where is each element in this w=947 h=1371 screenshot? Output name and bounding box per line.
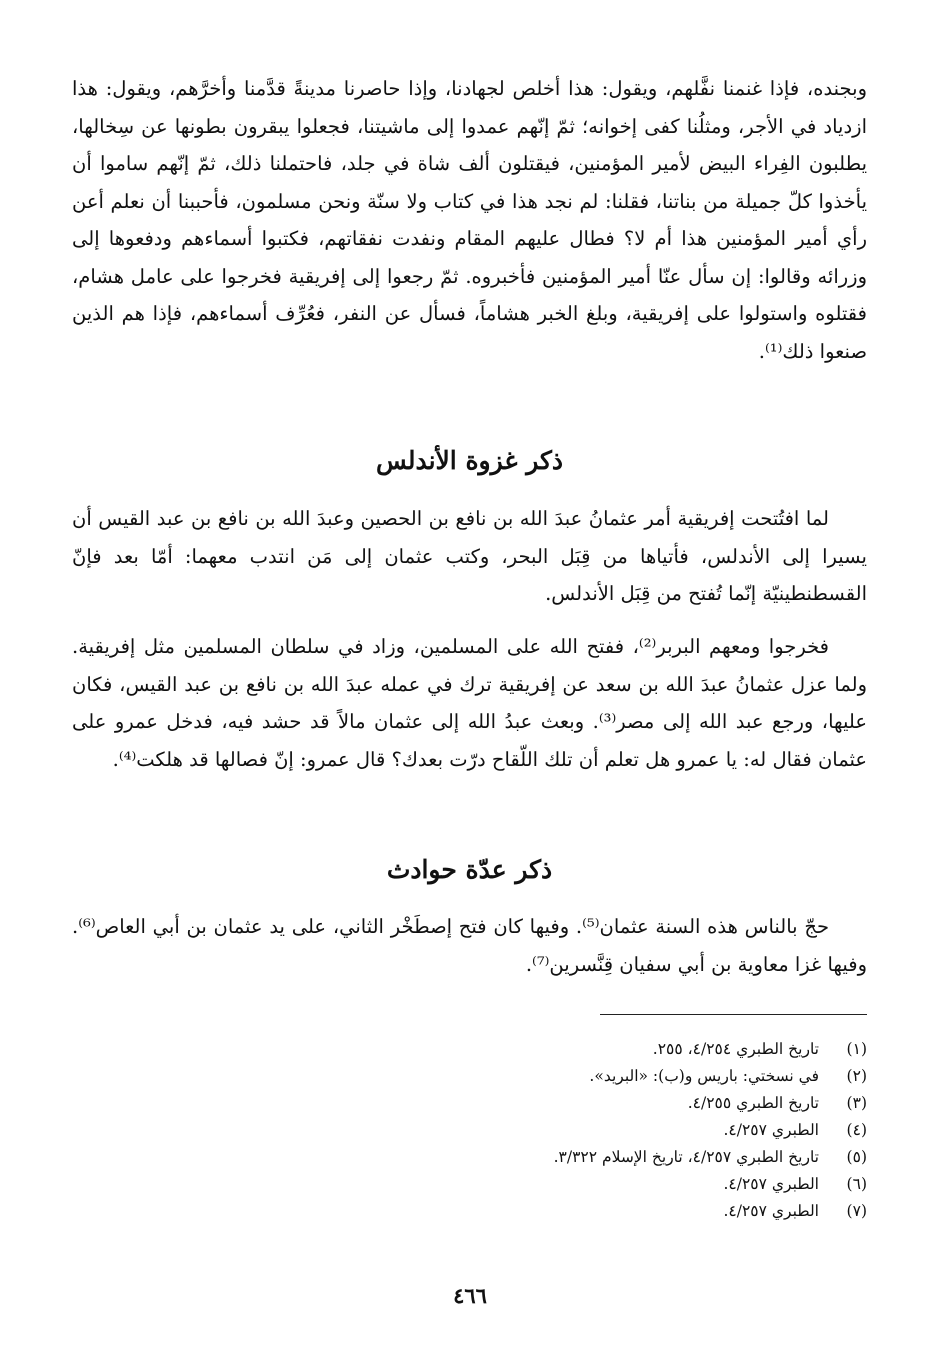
footnote-text: الطبري ٤/٢٥٧. (723, 1175, 819, 1193)
footnote-divider (600, 1014, 867, 1015)
footnote-number: (٣) (846, 1094, 867, 1112)
footnote-number: (٤) (846, 1121, 867, 1139)
footnote-text: الطبري ٤/٢٥٧. (723, 1121, 819, 1139)
footnote-number: (١) (846, 1040, 867, 1058)
footnotes (300, 1036, 867, 1225)
footnote-text: تاريخ الطبري ٤/٢٥٤، ٢٥٥. (652, 1040, 819, 1058)
footnote-item (300, 1063, 867, 1090)
footnote-item (300, 1036, 867, 1063)
paragraph: حجّ بالناس هذه السنة عثمان⁽⁵⁾. وفيها كان فتح إصطَخْر الثاني، على يد عثمان بن أبي العاص⁽⁶⁾. وفيها غزا معاوية بن أبي سفيان قِنَّسرين⁽⁷⁾. (72, 915, 867, 976)
opening-paragraph (72, 70, 867, 370)
section-andalus-paragraph-2 (72, 628, 867, 778)
section-andalus-paragraph-1 (72, 500, 867, 613)
section-heading-events: ذكر عدّة حوادث (386, 855, 553, 884)
paragraph: فخرجوا ومعهم البربر⁽²⁾، ففتح الله على المسلمين، وزاد في سلطان المسلمين مثل إفريقية. ولما عزل عثمانُ عبدَ الله بن سعد عن إفريقية ترك في عمله عبدَ الله بن نافع بن عبد القيس، فكان عليها، ورجع عبد الله إلى مصر⁽³⁾. وبعث عبدُ الله إلى عثمان مالاً قد حشد فيه، فدخل عمرو على عثمان فقال له: يا عمرو هل تعلم أن تلك اللّقاح درّت بعدك؟ قال عمرو: إنّ فصالها قد هلكت⁽⁴⁾. (72, 635, 867, 771)
footnote-text: تاريخ الطبري ٤/٢٥٥. (687, 1094, 819, 1112)
footnote-item (300, 1117, 867, 1144)
paragraph: لما افتُتحت إفريقية أمر عثمانُ عبدَ الله بن نافع بن الحصين وعبدَ الله بن نافع بن عبد القيس أن يسيرا إلى الأندلس، فأتياها من قِبَل البحر، وكتب عثمان إلى مَن انتدب معهما: أمّا بعد فإنّ القسطنطينيّة إنّما تُفتح من قِبَل الأندلس. (72, 507, 867, 605)
footnote-item (300, 1171, 867, 1198)
paragraph: وبجنده، فإذا غنمنا نفَّلهم، ويقول: هذا أخلص لجهادنا، وإذا حاصرنا مدينةً قدَّمنا وأخرَّهم، ويقول: هذا ازدياد في الأجر، ومثلُنا كفى إخوانه؛ ثمّ إنّهم عمدوا إلى ماشيتنا، فجعلوا يبقرون بطونها عن سِخالها، يطلبون الفِراء البيض لأمير المؤمنين، فيقتلون ألف شاة في جلد، فاحتملنا ذلك، ثمّ إنّهم ساموا أن يأخذوا كلّ جميلة من بناتنا، فقلنا: لم نجد هذا في كتاب ولا سنّة ونحن مسلمون، فأحببنا أن نعلم أعن رأي أمير المؤمنين هذا أم لا؟ فطال عليهم المقام ونفدت نفقاتهم، فكتبوا أسماءهم ودفعوها إلى وزرائه وقالوا: إن سأل عنّا أمير المؤمنين فأخبروه. ثمّ رجعوا إلى إفريقية فخرجوا على عامل هشام، فقتلوه واستولوا على إفريقية، وبلغ الخبر هشاماً، فسأل عن النفر، فعُرِّف أسماءهم، فإذا هم الذين صنعوا ذلك⁽¹⁾. (72, 77, 867, 363)
section-events-paragraph (72, 908, 867, 983)
footnote-item (300, 1198, 867, 1225)
section-heading-andalus: ذكر غزوة الأندلس (375, 446, 564, 475)
footnote-number: (٧) (846, 1202, 867, 1220)
footnote-item (300, 1090, 867, 1117)
footnote-text: تاريخ الطبري ٤/٢٥٧، تاريخ الإسلام ٣/٣٢٢. (553, 1148, 819, 1166)
footnote-item (300, 1144, 867, 1171)
footnote-number: (٥) (846, 1148, 867, 1166)
page-number: ٤٦٦ (453, 1283, 487, 1308)
footnote-number: (٦) (846, 1175, 867, 1193)
footnote-text: الطبري ٤/٢٥٧. (723, 1202, 819, 1220)
footnote-text: في نسختي: باريس و(ب): «البريد». (589, 1067, 819, 1085)
footnote-number: (٢) (846, 1067, 867, 1085)
